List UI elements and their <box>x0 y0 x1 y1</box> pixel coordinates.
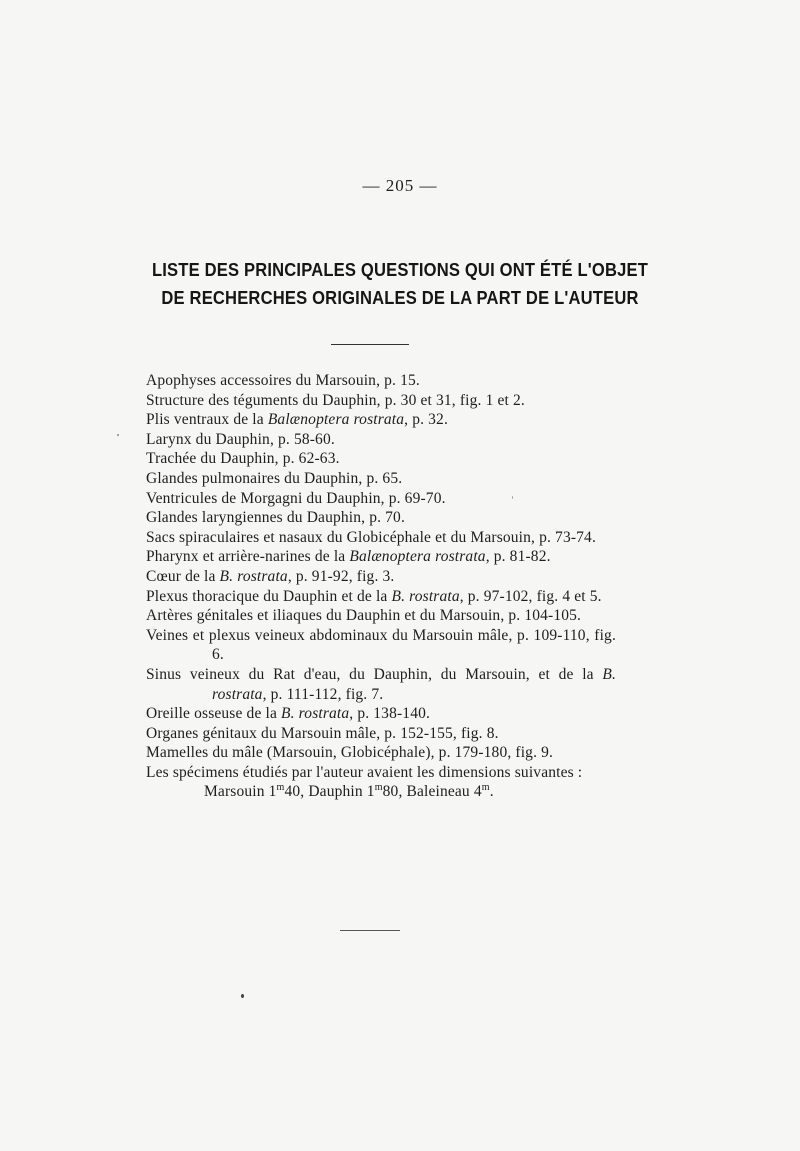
entry-text: , p. 32. <box>404 411 448 429</box>
section-title-line-1: LISTE DES PRINCIPALES QUESTIONS QUI ONT ÉTÉ L'OBJET <box>151 260 649 280</box>
entry-text: Organes génitaux du Marsouin mâle, p. 152-155, fig. 8. <box>146 724 499 742</box>
entry-text: Trachée du Dauphin, p. 62-63. <box>146 450 340 468</box>
specimen-note: Les spécimens étudiés par l'auteur avaient les dimensions suivantes : <box>146 763 583 781</box>
entry-text: , p. 97-102, fig. 4 et 5. <box>459 587 602 605</box>
entry-item <box>132 489 616 509</box>
entry-item <box>132 371 616 391</box>
dim-dauphin-unit: m <box>374 782 383 794</box>
dim-marsouin-unit: m <box>276 782 285 794</box>
entry-text: Sacs spiraculaires et nasaux du Globicéphale et du Marsouin, p. 73-74. <box>146 528 596 546</box>
dim-baleineau-unit: m <box>481 782 490 794</box>
entry-text: Larynx du Dauphin, p. 58-60. <box>146 430 335 448</box>
dim-marsouin-text: Marsouin 1 <box>204 783 277 801</box>
entry-text: Pharynx et arrière-narines de la <box>146 548 350 566</box>
dim-dauphin-text: Dauphin 1 <box>308 783 375 801</box>
entry-text: Glandes pulmonaires du Dauphin, p. 65. <box>146 469 403 487</box>
entry-text: Apophyses accessoires du Marsouin, p. 15. <box>146 372 420 389</box>
entry-species-name: Balænoptera rostrata <box>349 548 486 566</box>
entry-item <box>132 704 616 724</box>
entry-item <box>132 410 616 430</box>
ink-speck <box>117 434 119 436</box>
entry-item <box>132 724 616 744</box>
entry-item <box>132 449 616 469</box>
page-number: — 205 — <box>362 176 438 195</box>
entry-item <box>132 665 616 704</box>
entry-text: Artères génitales et iliaques du Dauphin et du Marsouin, p. 104-105. <box>146 607 582 625</box>
entry-species-name: B. rostrata <box>281 705 350 723</box>
dim-marsouin-value: 40, <box>284 783 309 801</box>
dim-baleineau-value: . <box>489 783 494 801</box>
entry-text: Mamelles du mâle (Marsouin, Globicéphale), p. 179-180, fig. 9. <box>146 744 554 762</box>
entry-item <box>132 547 616 567</box>
section-title-line-2: DE RECHERCHES ORIGINALES DE LA PART DE L'AUTEUR <box>161 288 639 308</box>
dim-dauphin-value: 80, <box>382 783 407 801</box>
entry-item <box>132 606 616 626</box>
entry-text: , p. 91-92, fig. 3. <box>287 567 395 585</box>
entry-species-name: B. rostrata <box>391 587 460 605</box>
entries-list <box>132 371 616 802</box>
top-divider <box>331 344 409 345</box>
entry-species-name: B. rostrata <box>212 665 616 703</box>
entry-text: Structure des téguments du Dauphin, p. 30 et 31, fig. 1 et 2. <box>146 391 525 409</box>
entry-item <box>132 508 616 528</box>
entry-item <box>132 567 616 587</box>
entry-text: Plis ventraux de la <box>146 411 268 429</box>
entry-text: Ventricules de Morgagni du Dauphin, p. 69-70. <box>146 489 446 507</box>
entry-text: Veines et plexus veineux abdominaux du Marsouin mâle, p. 109-110, fig. 6. <box>146 626 616 664</box>
entry-text: , p. 81-82. <box>485 548 551 566</box>
entry-item <box>132 430 616 450</box>
entry-text: Plexus thoracique du Dauphin et de la <box>146 587 392 605</box>
entry-item <box>132 391 616 411</box>
section-title <box>32 256 768 312</box>
entry-text: , p. 111-112, fig. 7. <box>262 685 384 703</box>
entry-text: Oreille osseuse de la <box>146 705 282 723</box>
dim-baleineau-text: Baleineau 4 <box>406 783 482 801</box>
entry-text: , p. 138-140. <box>349 705 431 723</box>
entry-species-name: Balænoptera rostrata <box>267 411 405 429</box>
entry-item <box>132 469 616 489</box>
entry-item <box>132 743 616 763</box>
bottom-divider <box>340 930 400 931</box>
entry-text: Glandes laryngiennes du Dauphin, p. 70. <box>146 509 405 527</box>
entry-item <box>132 528 616 548</box>
entry-item <box>132 626 616 665</box>
specimen-dimensions <box>132 782 616 802</box>
ink-speck <box>241 994 244 998</box>
entry-text: Sinus veineux du Rat d'eau, du Dauphin, du Marsouin, et de la <box>146 665 603 683</box>
entry-species-name: B. rostrata <box>219 567 288 585</box>
ink-speck <box>512 496 513 499</box>
entry-item <box>132 587 616 607</box>
entry-text: Cœur de la <box>146 567 220 585</box>
